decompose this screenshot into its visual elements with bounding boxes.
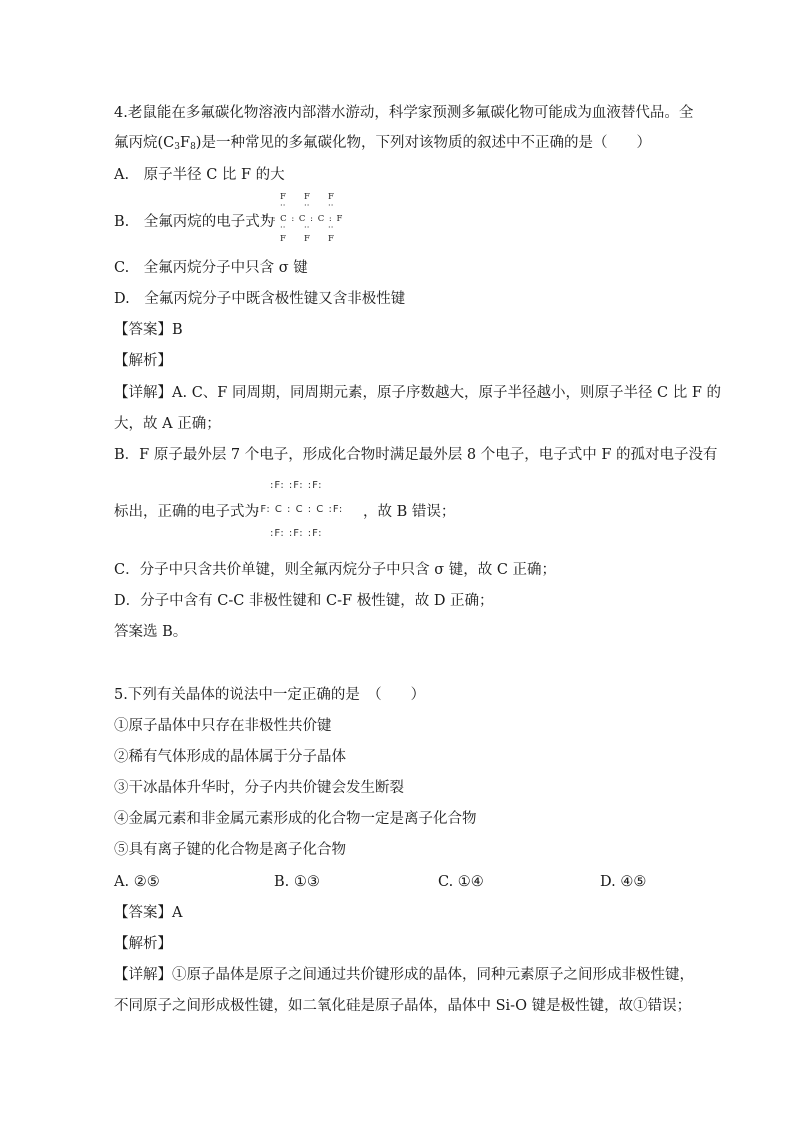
q5-item-3: ③干冰晶体升华时，分子内共价键会发生断裂 (114, 780, 404, 796)
q5-analysis-heading: 【解析】 (114, 936, 172, 952)
q5-choice-c: C. ①④ (438, 874, 484, 890)
q4-option-a: A. 原子半径 C 比 F 的大 (114, 167, 285, 183)
q4-detail-line2: 大，故 A 正确； (114, 416, 221, 432)
q4-detail-line4-pre: 标出，正确的电子式为 (114, 504, 259, 520)
q4-option-c: C. 全氟丙烷分子中只含 σ 键 (114, 260, 308, 276)
formula-dots-top-2: ·· (304, 201, 310, 211)
formula-large-middle-row: :F: C : C : C :F: (256, 504, 344, 515)
q4-stem-line2-mid: F (180, 135, 191, 151)
q5-choices (114, 872, 674, 892)
q4-detail-line1: 【详解】A. C、F 同周期，同周期元素，原子序数越大，原子半径越小，则原子半径 C 比 F 的 (114, 385, 722, 401)
formula-dots-top-1: ·· (280, 201, 286, 211)
q5-detail-line2: 不同原子之间形成极性键，如二氧化硅是原子晶体，晶体中 Si-O 键是极性键，故①错误； (114, 998, 692, 1014)
q4-option-b: B. 全氟丙烷的电子式为 (114, 214, 275, 230)
q5-choice-b: B. ①③ (274, 874, 320, 890)
electron-formula-correct (256, 478, 366, 544)
q4-detail-line3: B．F 原子最外层 7 个电子，形成化合物时满足最外层 8 个电子，电子式中 F 的孤对电子没有 (114, 447, 718, 463)
q5-choice-d: D. ④⑤ (600, 874, 647, 890)
formula-large-top-row: :F: :F: :F: (270, 480, 323, 491)
q4-stem-line2 (114, 133, 651, 157)
q4-option-d: D. 全氟丙烷分子中既含极性键又含非极性键 (114, 291, 406, 307)
q4-answer: 【答案】B (114, 322, 183, 338)
formula-dots-bottom-2: ·· (304, 223, 310, 233)
formula-middle-row: F : C : C : C : F (262, 214, 344, 224)
q4-analysis-heading: 【解析】 (114, 353, 172, 369)
q5-choice-a: A. ②⑤ (114, 874, 160, 890)
q4-subscript-8: 8 (190, 142, 196, 152)
q4-stem-line2-pre: 氟丙烷(C (114, 135, 175, 151)
q5-item-4: ④金属元素和非金属元素形成的化合物一定是离子化合物 (114, 811, 477, 827)
q4-stem-line2-post: )是一种常见的多氟碳化物，下列对该物质的叙述中不正确的是（ ） (195, 135, 651, 151)
formula-f-top-3: F (328, 192, 334, 202)
formula-dots-bottom-1: ·· (280, 223, 286, 233)
formula-dots-bottom-3: ·· (328, 223, 334, 233)
q5-answer: 【答案】A (114, 905, 183, 921)
formula-f-bottom-3: F (328, 234, 334, 244)
electron-formula-incorrect (262, 192, 372, 248)
formula-large-bottom-row: :F: :F: :F: (270, 528, 323, 539)
q4-stem-line1: 4.老鼠能在多氟碳化物溶液内部潜水游动，科学家预测多氟碳化物可能成为血液替代品。全 (114, 105, 694, 121)
formula-f-bottom-2: F (304, 234, 310, 244)
formula-f-top-2: F (304, 192, 310, 202)
q5-detail-line1: 【详解】①原子晶体是原子之间通过共价键形成的晶体，同种元素原子之间形成非极性键， (114, 967, 694, 983)
q4-detail-line6: D．分子中含有 C-C 非极性键和 C-F 极性键，故 D 正确； (114, 593, 494, 609)
q5-item-1: ①原子晶体中只存在非极性共价键 (114, 718, 332, 734)
q5-item-2: ②稀有气体形成的晶体属于分子晶体 (114, 749, 346, 765)
q5-item-5: ⑤具有离子键的化合物是离子化合物 (114, 842, 346, 858)
q4-detail-line4-post: ，故 B 错误； (363, 504, 456, 520)
formula-dots-top-3: ·· (328, 201, 334, 211)
q4-subscript-3: 3 (174, 142, 180, 152)
q5-stem: 5.下列有关晶体的说法中一定正确的是 （ ） (114, 687, 426, 703)
q4-conclusion: 答案选 B。 (114, 624, 188, 640)
formula-f-bottom-1: F (280, 234, 286, 244)
formula-f-top-1: F (280, 192, 286, 202)
q4-detail-line5: C．分子中只含共价单键，则全氟丙烷分子中只含 σ 键，故 C 正确； (114, 562, 557, 578)
